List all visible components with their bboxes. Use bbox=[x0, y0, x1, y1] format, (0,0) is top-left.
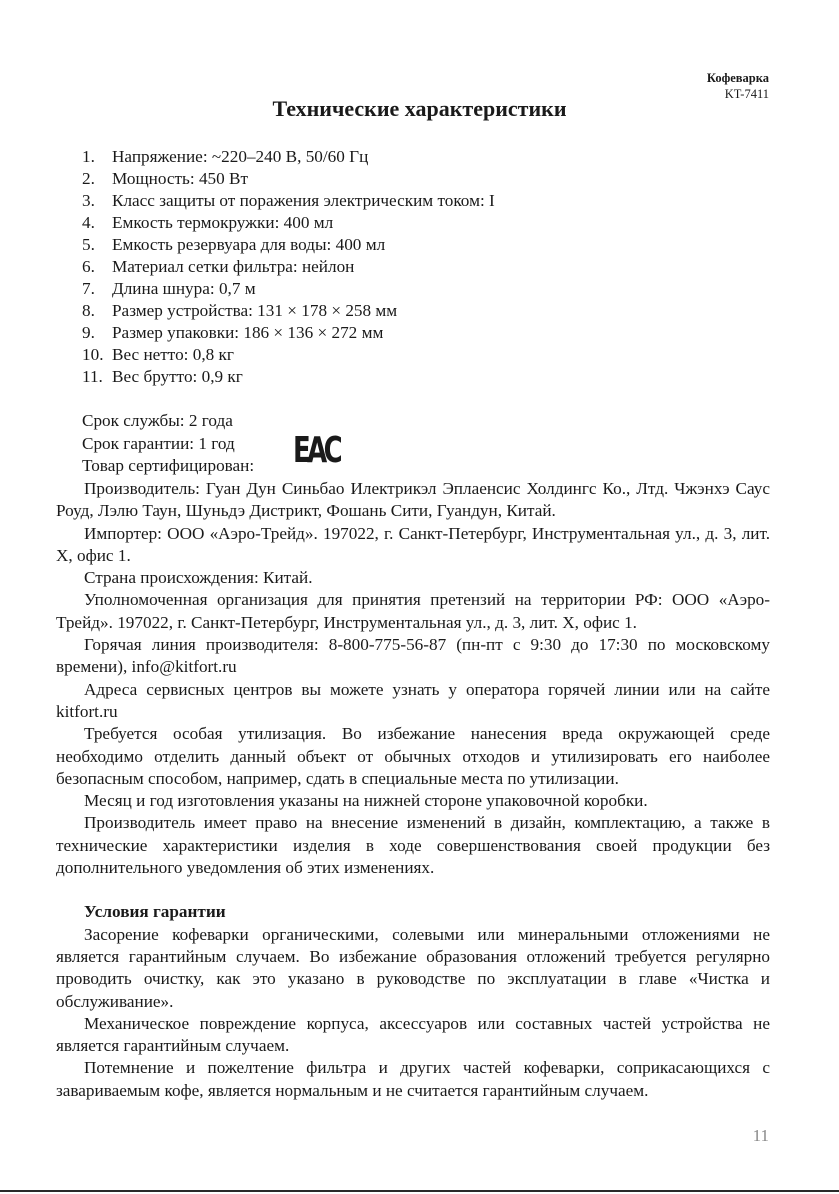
changes-paragraph: Производитель имеет право на внесение изменений в дизайн, комплектацию, а также в технические характеристики изделия в ходе совершенствования своей продукции без дополнительного уведомления об этих изменениях. bbox=[56, 813, 770, 878]
header-product: Кофеварка bbox=[706, 71, 769, 85]
spec-item: 2. Мощность: 450 Вт bbox=[82, 169, 249, 188]
spec-item: 5. Емкость резервуара для воды: 400 мл bbox=[82, 235, 386, 254]
eac-mark-icon: EAC bbox=[293, 430, 339, 471]
page-number: 11 bbox=[752, 1126, 769, 1145]
spec-item: 9. Размер упаковки: 186 × 136 × 272 мм bbox=[82, 323, 384, 342]
importer-paragraph: Импортер: ООО «Аэро-Трейд». 197022, г. Санкт-Петербург, Инструментальная ул., д. 3, лит. Х, офис 1. bbox=[56, 523, 770, 565]
bottom-border bbox=[0, 1190, 839, 1192]
spec-item: 10. Вес нетто: 0,8 кг bbox=[82, 345, 234, 364]
spec-item: 1. Напряжение: ~220–240 В, 50/60 Гц bbox=[82, 147, 369, 166]
manufacture-date-paragraph: Месяц и год изготовления указаны на нижней стороне упаковочной коробки. bbox=[84, 791, 648, 811]
page-title: Технические характеристики bbox=[272, 96, 567, 121]
warranty-paragraph: Механическое повреждение корпуса, аксессуаров или составных частей устройства не является гарантийным случаем. bbox=[56, 1013, 770, 1056]
claims-organization-paragraph: Уполномоченная организация для принятия претензий на территории РФ: ООО «Аэро-Трейд». 197022, г. Санкт-Петербург, Инструментальная ул., д. 3, лит. Х, офис 1. bbox=[56, 590, 770, 632]
warranty-period: Срок гарантии: 1 год bbox=[82, 433, 235, 453]
warranty-heading: Условия гарантии bbox=[84, 902, 226, 922]
service-life: Срок службы: 2 года bbox=[82, 411, 233, 430]
service-info bbox=[82, 410, 254, 478]
spec-item: 3. Класс защиты от поражения электрическим током: I bbox=[82, 191, 495, 210]
warranty-paragraph: Потемнение и пожелтение фильтра и других частей кофеварки, соприкасающихся с завариваемым кофе, является нормальным и не считается гарантийным случаем. bbox=[56, 1058, 770, 1100]
spec-item: 6. Материал сетки фильтра: нейлон bbox=[82, 257, 355, 276]
manufacturer-paragraph: Производитель: Гуан Дун Синьбао Илектрикэл Эплаенсис Холдингс Ко., Лтд. Чжэнхэ Саус Роуд, Лэлю Таун, Шуньдэ Дистрикт, Фошань Сити, Гуандун, Китай. bbox=[56, 479, 770, 521]
spec-item: 8. Размер устройства: 131 × 178 × 258 мм bbox=[82, 301, 398, 320]
origin-paragraph: Страна происхождения: Китай. bbox=[84, 568, 313, 588]
hotline-paragraph: Горячая линия производителя: 8-800-775-56-87 (пн-пт с 9:30 до 17:30 по московскому времени), info@kitfort.ru bbox=[56, 635, 770, 677]
header-model: KT-7411 bbox=[724, 87, 769, 101]
spec-item: 4. Емкость термокружки: 400 мл bbox=[82, 213, 334, 232]
specs-list bbox=[82, 146, 495, 388]
warranty-paragraph: Засорение кофеварки органическими, солевыми или минеральными отложениями не является гарантийным случаем. Во избежание образования отложений требуется регулярно проводить очистку, как это указано в руководстве по эксплуатации в главе «Чистка и обслуживание». bbox=[56, 924, 770, 1011]
certification-label: Товар сертифицирован: bbox=[82, 456, 255, 475]
disposal-paragraph: Требуется особая утилизация. Во избежание нанесения вреда окружающей среде необходимо отделить данный объект от обычных отходов и утилизировать его наиболее безопасным способом, например, сдать в специальные места по утилизации. bbox=[56, 724, 770, 788]
spec-item: 7. Длина шнура: 0,7 м bbox=[82, 279, 256, 298]
spec-item: 11. Вес брутто: 0,9 кг bbox=[82, 367, 243, 386]
document-body bbox=[56, 478, 770, 1102]
service-centers-paragraph: Адреса сервисных центров вы можете узнать у оператора горячей линии или на сайте kitfort.ru bbox=[56, 679, 770, 721]
